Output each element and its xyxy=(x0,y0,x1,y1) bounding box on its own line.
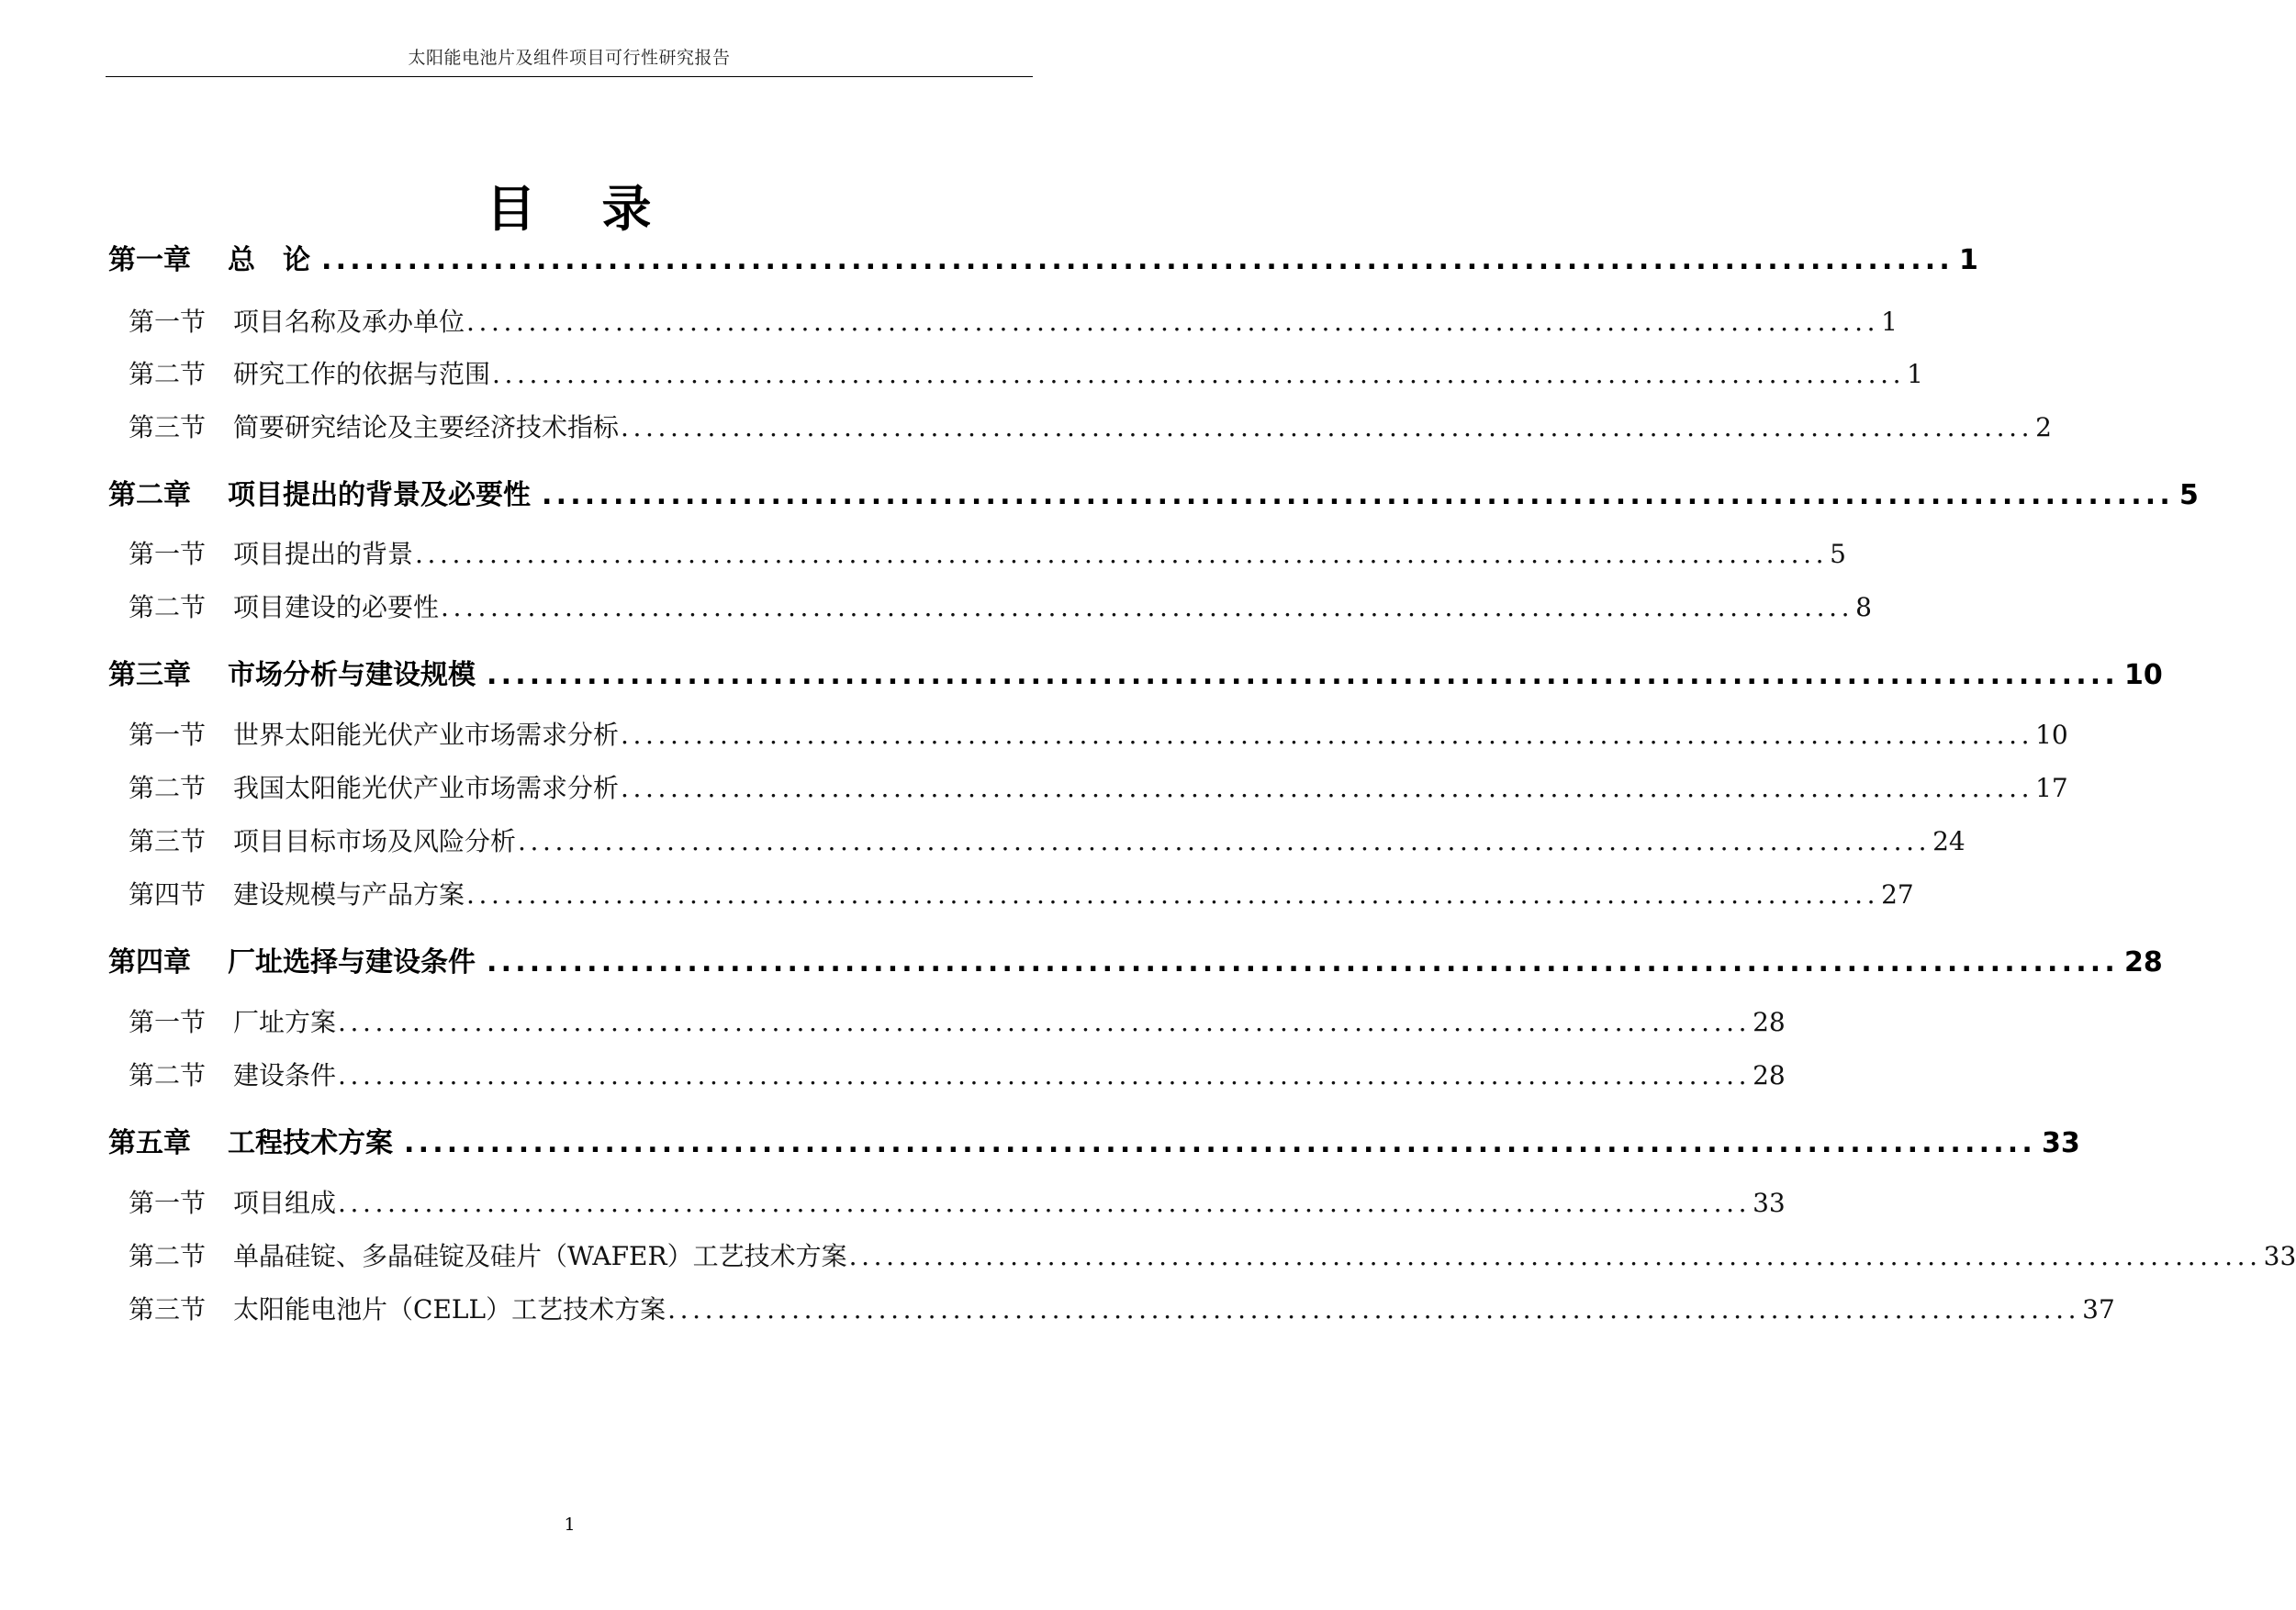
toc-chapter-entry[interactable] xyxy=(108,472,2199,512)
dot-leader: .................................................................................................................. xyxy=(338,1060,1752,1090)
toc-section-entry[interactable] xyxy=(129,302,1898,341)
dot-leader: .................................................................................................................. xyxy=(487,946,2119,978)
entry-page-number: 5 xyxy=(1830,539,1846,569)
entry-number: 第三节 xyxy=(129,1294,207,1325)
entry-number: 第二节 xyxy=(129,359,207,389)
entry-number: 第二节 xyxy=(129,1241,207,1271)
entry-number: 第三章 xyxy=(108,659,191,691)
entry-title: 我国太阳能光伏产业市场需求分析 xyxy=(233,773,620,803)
entry-number: 第一节 xyxy=(129,307,207,337)
dot-leader: .................................................................................................................. xyxy=(492,359,1906,389)
dot-leader: .................................................................................................................. xyxy=(338,1188,1752,1218)
entry-page-number: 1 xyxy=(1959,244,1978,276)
entry-number: 第一章 xyxy=(108,244,191,276)
entry-page-number: 27 xyxy=(1881,879,1914,910)
dot-leader: .................................................................................................................. xyxy=(518,826,1932,856)
entry-number: 第二节 xyxy=(129,1060,207,1090)
entry-title: 项目提出的背景及必要性 xyxy=(228,479,531,511)
entry-title: 建设条件 xyxy=(233,1060,337,1090)
entry-page-number: 33 xyxy=(1753,1188,1786,1218)
dot-leader: .................................................................................................................. xyxy=(848,1241,2262,1271)
entry-page-number: 2 xyxy=(2035,412,2052,442)
entry-page-number: 24 xyxy=(1932,826,1966,856)
dot-leader: .................................................................................................................. xyxy=(321,244,1954,276)
entry-title: 项目提出的背景 xyxy=(233,539,414,569)
dot-leader: .................................................................................................................. xyxy=(487,659,2119,691)
toc-chapter-entry[interactable] xyxy=(108,939,2163,979)
entry-title: 市场分析与建设规模 xyxy=(228,659,476,691)
toc-chapter-entry[interactable] xyxy=(108,1120,2080,1160)
entry-title: 工程技术方案 xyxy=(228,1127,393,1159)
entry-page-number: 28 xyxy=(1753,1060,1786,1090)
entry-number: 第一节 xyxy=(129,1188,207,1218)
entry-title: 世界太阳能光伏产业市场需求分析 xyxy=(233,720,620,750)
entry-number: 第四节 xyxy=(129,879,207,910)
entry-number: 第四章 xyxy=(108,946,191,978)
dot-leader: .................................................................................................................. xyxy=(415,539,1829,569)
entry-number: 第二节 xyxy=(129,773,207,803)
entry-title: 项目名称及承办单位 xyxy=(233,307,465,337)
dot-leader: .................................................................................................................. xyxy=(667,1294,2081,1325)
entry-title: 项目组成 xyxy=(233,1188,337,1218)
dot-leader: .................................................................................................................. xyxy=(466,307,1880,337)
toc-section-entry[interactable] xyxy=(129,1290,2115,1328)
entry-title: 项目目标市场及风险分析 xyxy=(233,826,517,856)
entry-number: 第一节 xyxy=(129,1007,207,1037)
toc-title-part2: 录 xyxy=(601,180,654,238)
entry-title: 总 论 xyxy=(228,244,310,276)
toc-section-entry[interactable] xyxy=(129,1002,1786,1041)
dot-leader: .................................................................................................................. xyxy=(441,592,1854,622)
toc-section-entry[interactable] xyxy=(129,715,2068,754)
toc-title-part1: 目 xyxy=(486,180,538,238)
entry-title: 建设规模与产品方案 xyxy=(233,879,465,910)
page-number-footer: 1 xyxy=(564,1515,576,1535)
dot-leader: .................................................................................................................. xyxy=(542,479,2174,511)
entry-page-number: 37 xyxy=(2082,1294,2115,1325)
entry-number: 第五章 xyxy=(108,1127,191,1159)
entry-page-number: 5 xyxy=(2179,479,2199,511)
entry-number: 第一节 xyxy=(129,720,207,750)
toc-chapter-entry[interactable] xyxy=(108,237,1978,277)
toc-section-entry[interactable] xyxy=(129,1056,1786,1094)
entry-page-number: 8 xyxy=(1855,592,1872,622)
dot-leader: .................................................................................................................. xyxy=(404,1127,2036,1159)
dot-leader: .................................................................................................................. xyxy=(621,412,2034,442)
entry-number: 第三节 xyxy=(129,412,207,442)
entry-title: 项目建设的必要性 xyxy=(233,592,440,622)
entry-page-number: 1 xyxy=(1881,307,1898,337)
entry-title: 研究工作的依据与范围 xyxy=(233,359,491,389)
toc-section-entry[interactable] xyxy=(129,587,1872,626)
toc-section-entry[interactable] xyxy=(129,822,1966,860)
toc-section-entry[interactable] xyxy=(129,354,1923,393)
dot-leader: .................................................................................................................. xyxy=(621,720,2034,750)
entry-page-number: 28 xyxy=(2124,946,2163,978)
toc-section-entry[interactable] xyxy=(129,875,1914,913)
running-header: 太阳能电池片及组件项目可行性研究报告 xyxy=(408,48,731,68)
entry-number: 第二章 xyxy=(108,479,191,511)
entry-page-number: 10 xyxy=(2124,659,2163,691)
entry-page-number: 33 xyxy=(2263,1241,2296,1271)
entry-page-number: 17 xyxy=(2035,773,2068,803)
dot-leader: .................................................................................................................. xyxy=(621,773,2034,803)
toc-section-entry[interactable] xyxy=(129,1236,2296,1275)
entry-page-number: 10 xyxy=(2035,720,2068,750)
entry-title: 单晶硅锭、多晶硅锭及硅片（WAFER）工艺技术方案 xyxy=(233,1241,847,1271)
entry-number: 第一节 xyxy=(129,539,207,569)
entry-page-number: 28 xyxy=(1753,1007,1786,1037)
toc-section-entry[interactable] xyxy=(129,534,1846,573)
dot-leader: .................................................................................................................. xyxy=(338,1007,1752,1037)
entry-page-number: 33 xyxy=(2042,1127,2080,1159)
entry-title: 太阳能电池片（CELL）工艺技术方案 xyxy=(233,1294,666,1325)
toc-section-entry[interactable] xyxy=(129,1183,1786,1222)
dot-leader: .................................................................................................................. xyxy=(466,879,1880,910)
toc-section-entry[interactable] xyxy=(129,408,2052,446)
entry-title: 简要研究结论及主要经济技术指标 xyxy=(233,412,620,442)
toc-section-entry[interactable] xyxy=(129,768,2068,807)
toc-chapter-entry[interactable] xyxy=(108,652,2163,692)
entry-title: 厂址方案 xyxy=(233,1007,337,1037)
entry-number: 第三节 xyxy=(129,826,207,856)
entry-page-number: 1 xyxy=(1907,359,1923,389)
entry-number: 第二节 xyxy=(129,592,207,622)
entry-title: 厂址选择与建设条件 xyxy=(228,946,476,978)
